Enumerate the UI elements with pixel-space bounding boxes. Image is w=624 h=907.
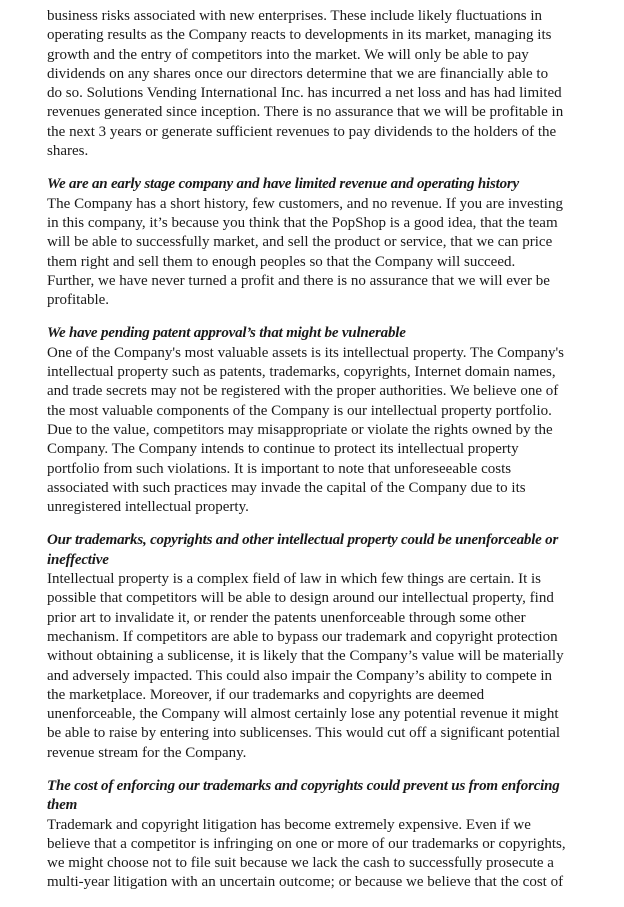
risk-section [47, 175, 607, 310]
text-line: be able to raise by entering into sublicenses. This would cut off a significant potential [47, 725, 561, 742]
text-line: and trade secrets may not be registered with the proper authorities. We believe one of [47, 383, 559, 400]
section-heading [47, 777, 607, 816]
text-line: Trademark and copyright litigation has become extremely expensive. Even if we [47, 816, 531, 833]
text-line: Due to the value, competitors may misappropriate or violate the rights owned by the [47, 421, 553, 438]
heading-line: Our trademarks, copyrights and other intellectual property could be unenforceable or [47, 532, 559, 549]
risk-section [47, 777, 607, 893]
text-line: growth and the entry of competitors into the market. We will only be able to pay [47, 46, 529, 63]
text-line: revenue stream for the Company. [47, 744, 247, 761]
text-line: believe that a competitor is infringing on one or more of our trademarks or copyrights, [47, 835, 566, 852]
text-line: shares. [47, 143, 89, 160]
text-line: One of the Company's most valuable assets is its intellectual property. The Company's [47, 344, 564, 361]
text-line: operating results as the Company reacts to developments in its market, managing its [47, 27, 552, 44]
text-line: associated with such practices may invade the capital of the Company due to its [47, 479, 526, 496]
text-line: unregistered intellectual property. [47, 499, 249, 516]
section-paragraph [47, 570, 607, 763]
text-line: in this company, it’s because you think that the PopShop is a good idea, that the team [47, 214, 558, 231]
risk-section [47, 531, 607, 763]
text-line: the marketplace. Moreover, if our trademarks and copyrights are deemed [47, 686, 485, 703]
section-heading [47, 531, 607, 570]
text-line: them right and sell them to enough peoples so that the Company will succeed. [47, 253, 516, 270]
text-line: revenues generated since inception. There is no assurance that we will be profitable in [47, 104, 564, 121]
text-line: Further, we have never turned a profit and there is no assurance that we will ever be [47, 272, 550, 289]
text-line: The Company has a short history, few customers, and no revenue. If you are investing [47, 195, 563, 212]
text-line: multi-year litigation with an uncertain outcome; or because we believe that the cost of [47, 874, 564, 891]
heading-line: ineffective [47, 551, 109, 568]
document-body [47, 7, 607, 907]
section-heading [47, 175, 607, 194]
text-line: unenforceable, the Company will almost certainly lose any potential revenue it might [47, 706, 559, 723]
section-heading [47, 324, 607, 343]
text-line: mechanism. If competitors are able to bypass our trademark and copyright protection [47, 628, 558, 645]
text-line: do so. Solutions Vending International Inc. has incurred a net loss and has had limited [47, 85, 562, 102]
text-line: and adversely impacted. This could also impair the Company’s ability to compete in [47, 667, 553, 684]
text-line: possible that competitors will be able to design around our intellectual property, find [47, 590, 554, 607]
text-line: Company. The Company intends to continue to protect its intellectual property [47, 441, 519, 458]
risk-section [47, 324, 607, 517]
text-line: dividends on any shares once our directors determine that we are financially able to [47, 65, 549, 82]
text-line: Intellectual property is a complex field of law in which few things are certain. It is [47, 571, 541, 588]
text-line: the next 3 years or generate sufficient revenues to pay dividends to the holders of the [47, 123, 557, 140]
heading-line: The cost of enforcing our trademarks and copyrights could prevent us from enforcing [47, 777, 560, 794]
section-paragraph [47, 816, 607, 893]
text-line: business risks associated with new enterprises. These include likely fluctuations in [47, 8, 543, 24]
text-line: the most valuable components of the Company is our intellectual property portfolio. [47, 402, 552, 419]
text-line: prior art to invalidate it, or render the patents unenforceable through some other [47, 609, 526, 626]
section-paragraph [47, 195, 607, 311]
text-line: will be able to successfully market, and sell the product or service, that we can price [47, 234, 553, 251]
text-line: portfolio from such violations. It is important to note that unforeseeable costs [47, 460, 512, 477]
text-line: without obtaining a sublicense, it is likely that the Company’s value will be materially [47, 648, 564, 665]
heading-line: them [47, 797, 78, 814]
text-line: profitable. [47, 292, 110, 309]
heading-line: We have pending patent approval’s that might be vulnerable [47, 325, 406, 342]
text-line: we might choose not to file suit because we lack the cash to successfully prosecute a [47, 855, 554, 872]
intro-paragraph [47, 7, 607, 161]
section-paragraph [47, 344, 607, 518]
heading-line: We are an early stage company and have limited revenue and operating history [47, 176, 519, 193]
text-line: intellectual property such as patents, trademarks, copyrights, Internet domain names, [47, 364, 556, 381]
